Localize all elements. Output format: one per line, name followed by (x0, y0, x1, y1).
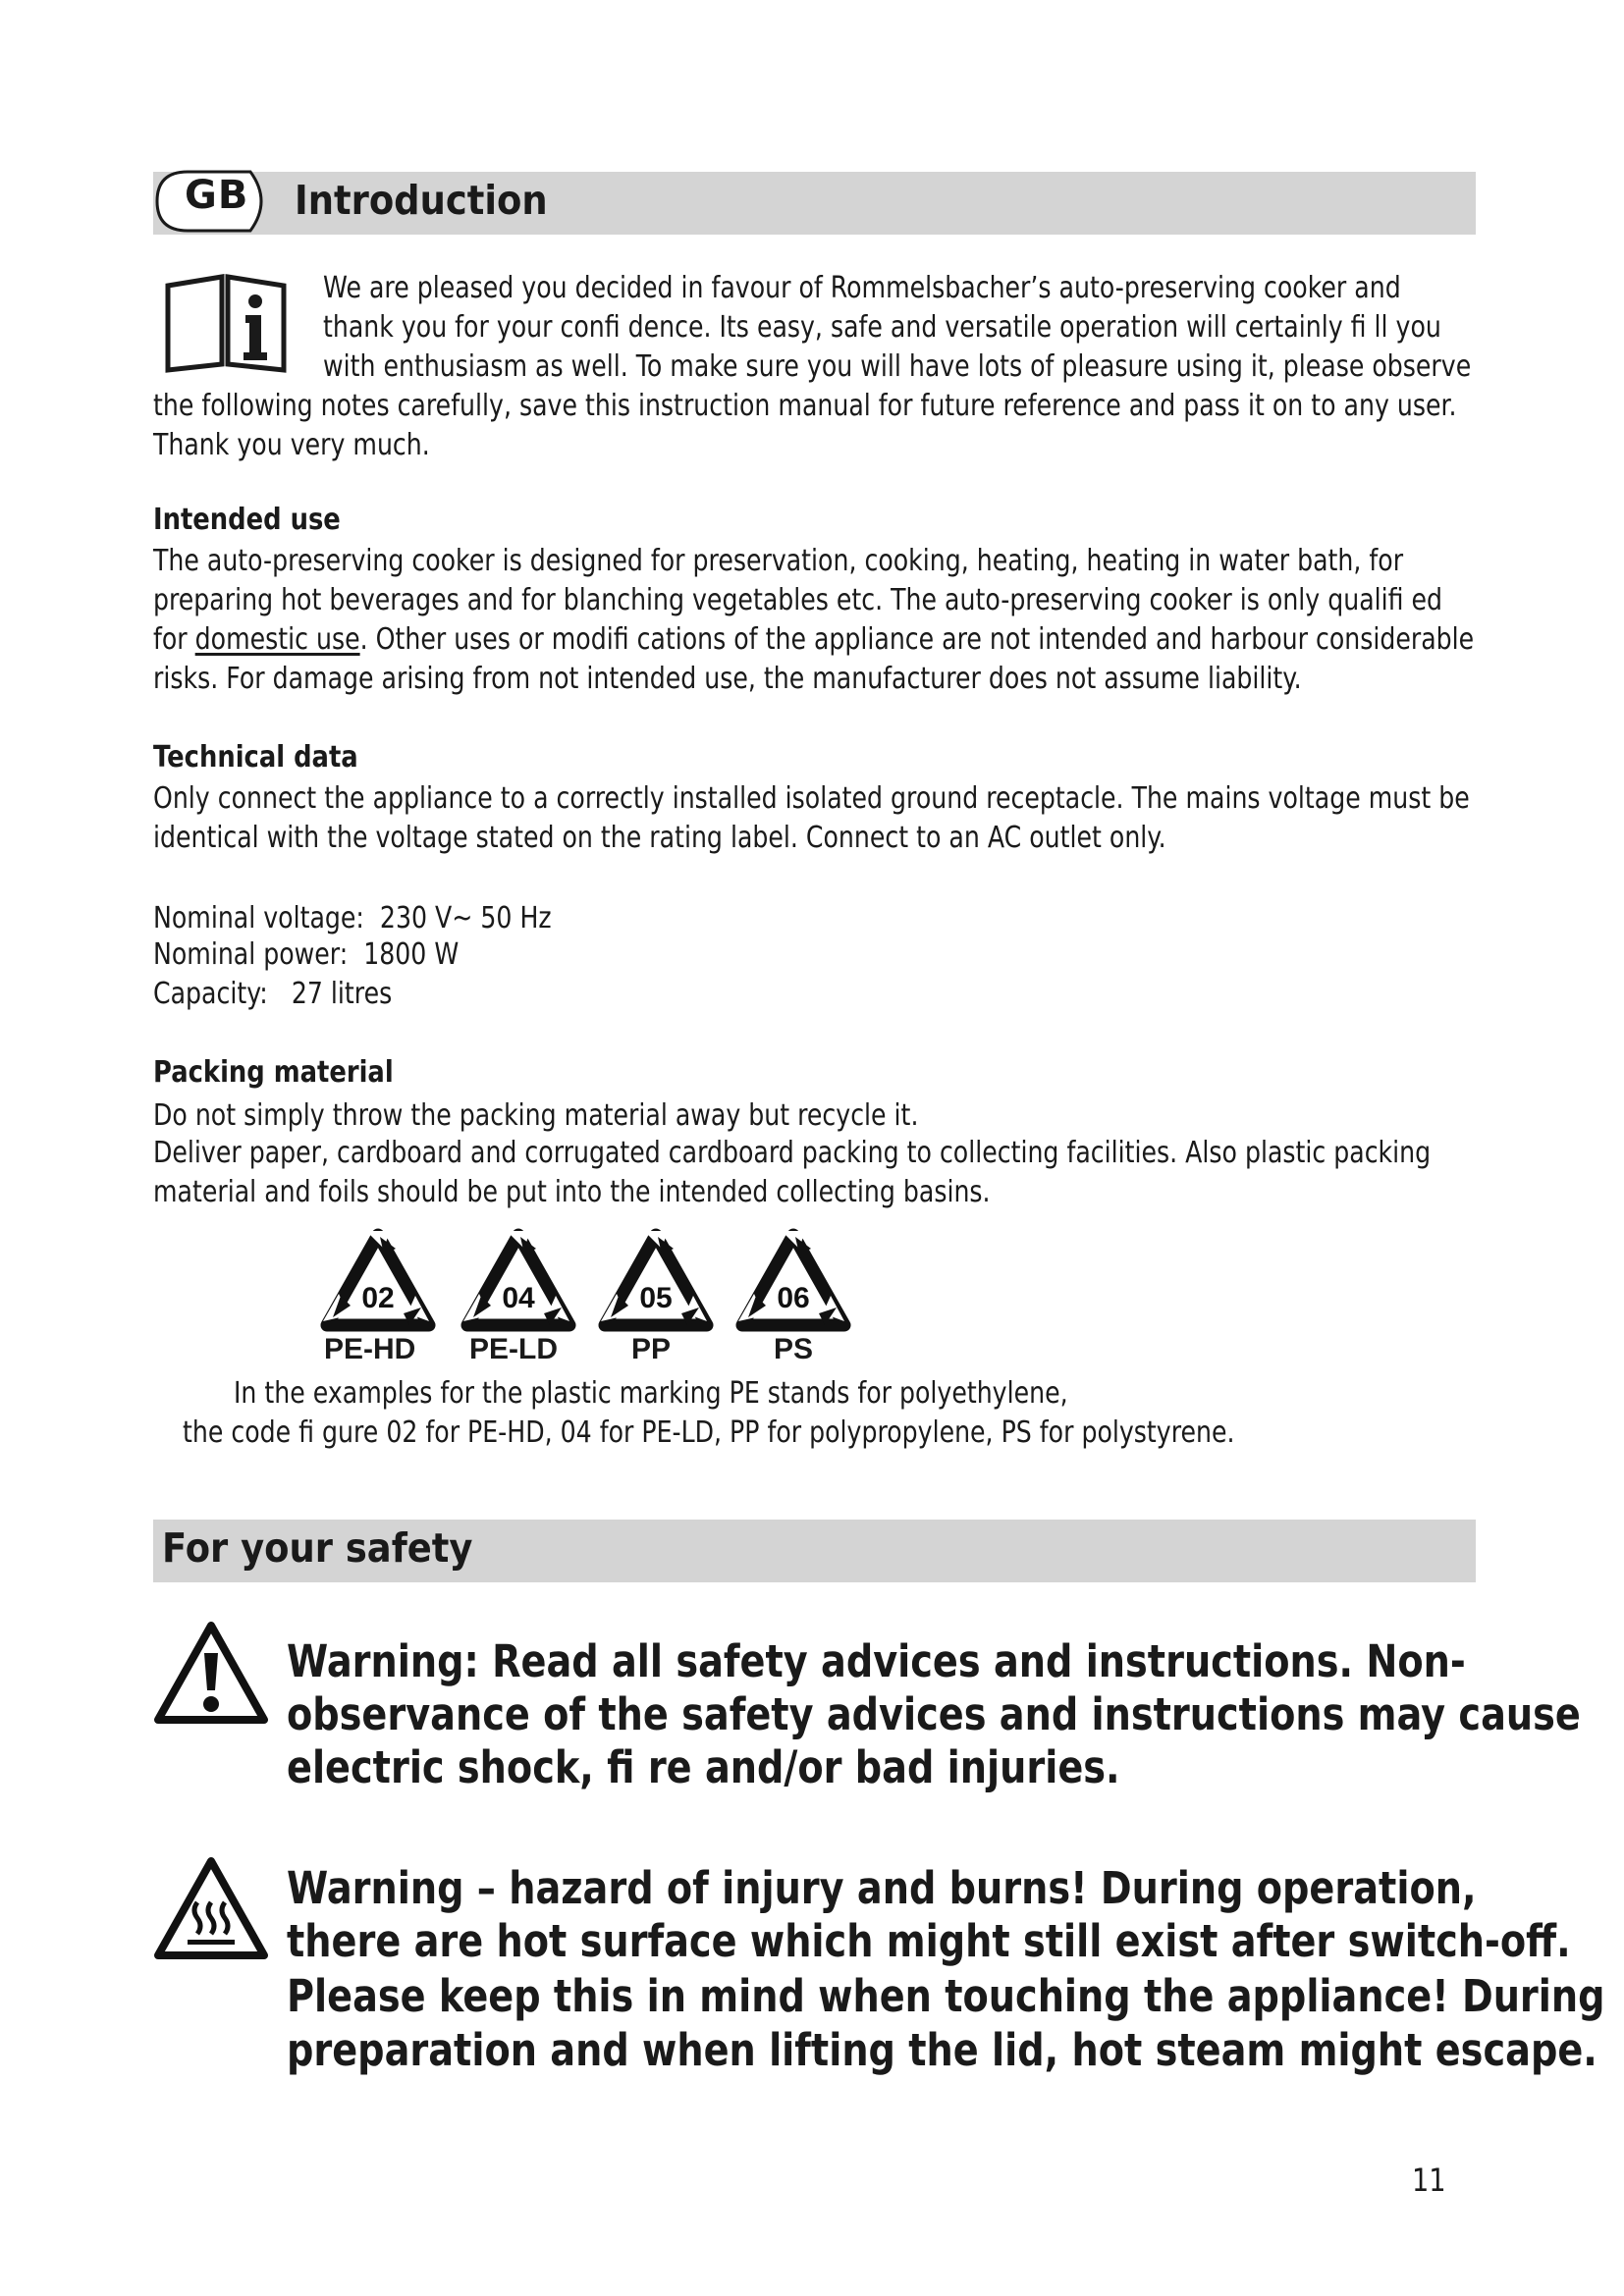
warning-1-line-3: electric shock, fi re and/or bad injuries. (287, 1741, 1120, 1793)
spec-nominal-voltage: Nominal voltage: 230 V~ 50 Hz (153, 901, 552, 935)
intro-line-3: with enthusiasm as well. To make sure you will have lots of pleasure using it, please observe (323, 349, 1472, 384)
manual-info-icon (163, 274, 289, 374)
intended-use-line-4: risks. For damage arising from not intended use, the manufacturer does not assume liability. (153, 662, 1302, 696)
recycle-05-icon (597, 1227, 715, 1335)
recycle-label-pe-hd: PE-HD (324, 1333, 416, 1365)
recycle-02-icon (319, 1227, 437, 1335)
intro-line-1: We are pleased you decided in favour of Rommelsbacher’s auto-preserving cooker and (323, 271, 1401, 305)
hot-surface-warning-icon (152, 1855, 270, 1961)
domestic-use-underline: domestic use (194, 622, 360, 657)
intended-use-line-2: preparing hot beverages and for blanching vegetables etc. The auto-preserving cooker is only qualifi ed (153, 583, 1443, 617)
warning-2-line-1: Warning – hazard of injury and burns! During operation, (287, 1862, 1477, 1914)
intro-line-5: Thank you very much. (153, 428, 430, 462)
warning-exclamation-icon (152, 1620, 270, 1726)
intended-use-heading: Intended use (153, 503, 341, 537)
recycle-code: 04 (502, 1282, 535, 1314)
packing-line-3: material and foils should be put into the intended collecting basins. (153, 1175, 991, 1209)
recycle-label-pe-ld: PE-LD (469, 1333, 558, 1365)
language-badge: GB (185, 173, 249, 218)
recycle-label-ps: PS (774, 1333, 814, 1365)
recycle-04-icon (460, 1227, 577, 1335)
plastic-caption-line-2: the code fi gure 02 for PE-HD, 04 for PE-LD, PP for polypropylene, PS for polystyrene. (183, 1415, 1235, 1450)
page-number: 11 (1412, 2162, 1446, 2199)
intended-use-line-3: for domestic use. Other uses or modifi cations of the appliance are not intended and harbour considerable (153, 622, 1475, 657)
warning-2-line-2: there are hot surface which might still exist after switch-off. (287, 1915, 1571, 1967)
intended-use-line-1: The auto-preserving cooker is designed for preservation, cooking, heating, heating in water bath, for (153, 544, 1404, 578)
recycle-06-icon (734, 1227, 852, 1335)
recycle-label-pp: PP (631, 1333, 672, 1365)
warning-1-line-2: observance of the safety advices and instructions may cause (287, 1688, 1581, 1740)
spec-nominal-power: Nominal power: 1800 W (153, 937, 460, 972)
packing-line-2: Deliver paper, cardboard and corrugated cardboard packing to collecting facilities. Also plastic packing (153, 1136, 1432, 1170)
intro-line-4: the following notes carefully, save this instruction manual for future reference and pass it on to any user. (153, 389, 1457, 423)
recycle-code: 06 (777, 1282, 810, 1314)
technical-data-line-2: identical with the voltage stated on the rating label. Connect to an AC outlet only. (153, 821, 1166, 855)
technical-data-line-1: Only connect the appliance to a correctly installed isolated ground receptacle. The mains voltage must be (153, 781, 1470, 816)
spec-capacity: Capacity: 27 litres (153, 977, 393, 1011)
plastic-caption-line-1: In the examples for the plastic marking PE stands for polyethylene, (234, 1376, 1068, 1411)
warning-2-line-4: preparation and when lifting the lid, hot steam might escape. (287, 2024, 1597, 2076)
introduction-title: Introduction (295, 177, 548, 224)
safety-title: For your safety (162, 1524, 473, 1572)
recycle-code: 05 (639, 1282, 673, 1314)
intro-line-2: thank you for your confi dence. Its easy, safe and versatile operation will certainly fi ll you (323, 310, 1441, 345)
warning-1-line-1: Warning: Read all safety advices and instructions. Non- (287, 1635, 1466, 1687)
packing-line-1: Do not simply throw the packing material away but recycle it. (153, 1098, 919, 1133)
technical-data-heading: Technical data (153, 740, 358, 774)
recycle-code: 02 (361, 1282, 395, 1314)
warning-2-line-3: Please keep this in mind when touching the appliance! During (287, 1970, 1605, 2022)
packing-material-heading: Packing material (153, 1055, 394, 1090)
